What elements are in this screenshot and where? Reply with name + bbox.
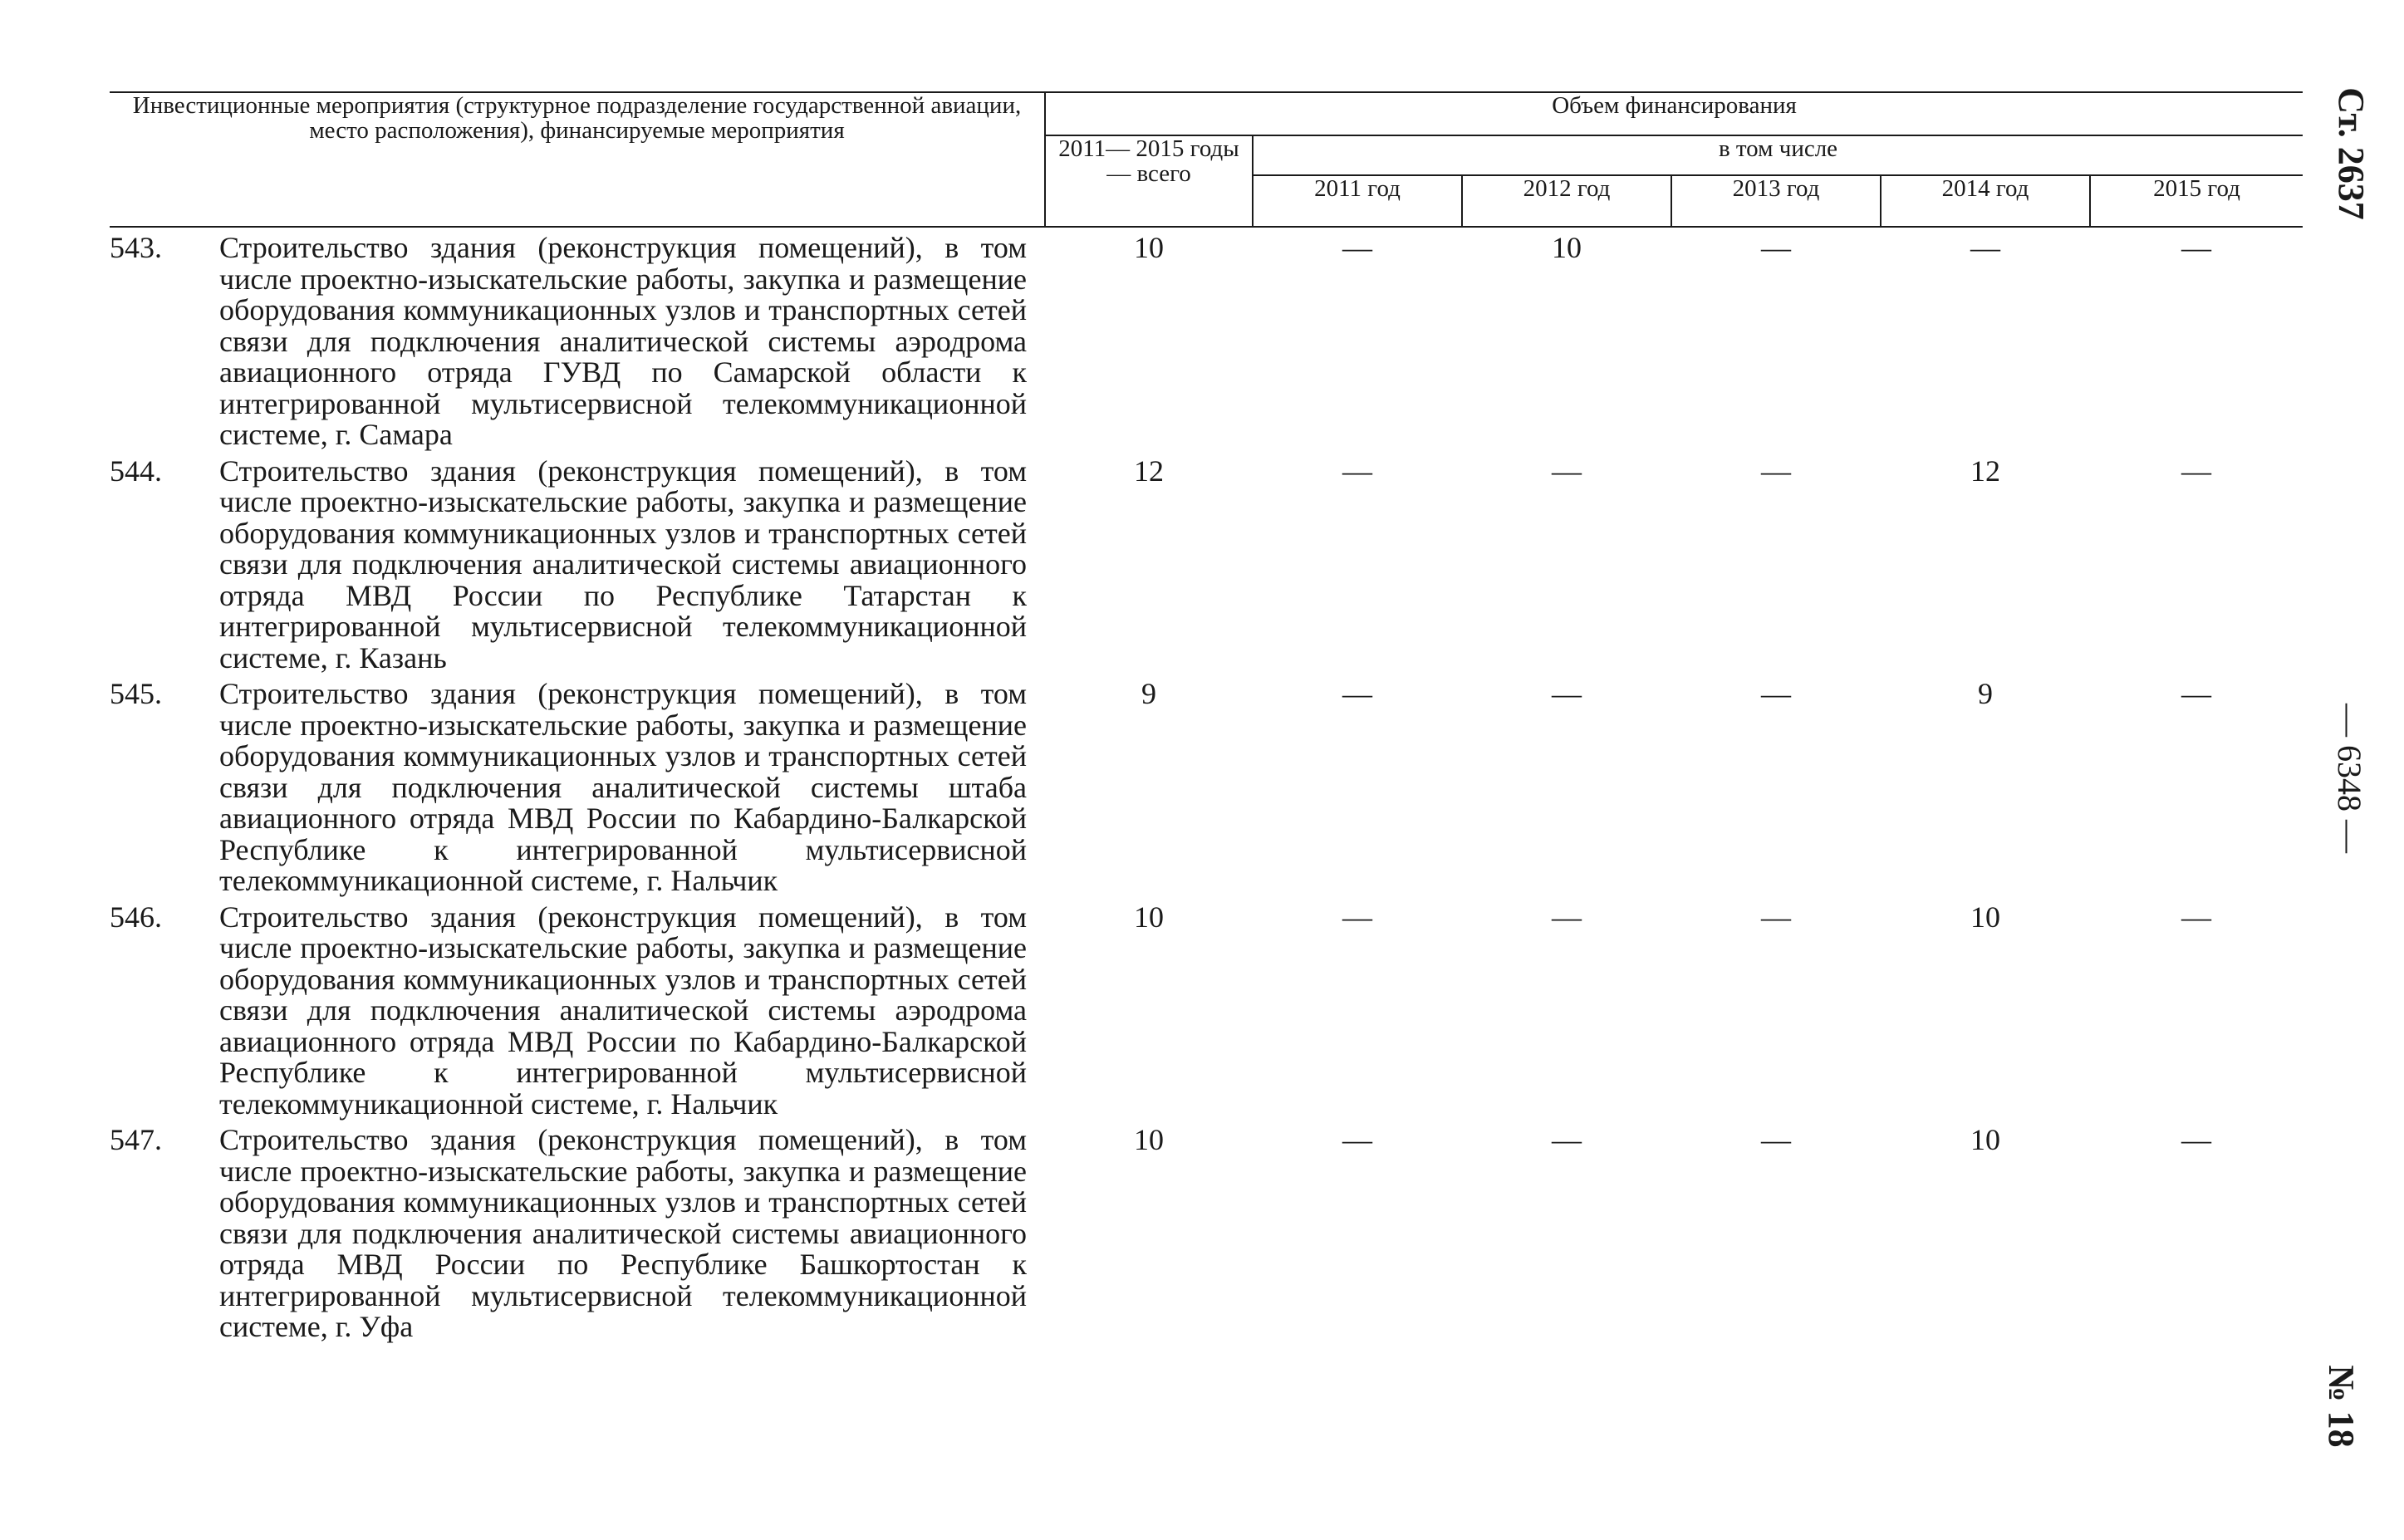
year-value-cell: — <box>1761 231 1791 264</box>
year-value-cell: — <box>1342 231 1372 264</box>
table-row <box>110 674 2303 897</box>
row-description-cell <box>110 227 1045 451</box>
year-2013-header: 2013 год <box>1671 175 1881 227</box>
year-value-cell: — <box>2181 454 2212 488</box>
table-row <box>110 227 2303 451</box>
year-value-cell: 10 <box>1552 231 1582 264</box>
including-header: в том числе <box>1253 135 2303 175</box>
year-2015-header: 2015 год <box>2090 175 2303 227</box>
year-value-cell: — <box>1761 677 1791 710</box>
row-number: 544. <box>110 454 162 488</box>
table-row <box>110 451 2303 674</box>
year-2011-header: 2011 год <box>1253 175 1462 227</box>
total-value-cell: 9 <box>1141 677 1156 710</box>
funding-volume-header: Объем финансирования <box>1045 92 2303 135</box>
issue-number: № 18 <box>2321 1365 2362 1448</box>
row-number: 545. <box>110 677 162 710</box>
year-value-cell: 9 <box>1978 677 1993 710</box>
total-value-cell: 12 <box>1134 454 1164 488</box>
row-description-cell <box>110 674 1045 897</box>
row-description: Строительство здания (реконструкция помещений), в том числе проектно-изыскательские работы, закупка и размещение оборудования коммуникационных узлов и транспортных сетей связи для подключения аналитической системы авиационного отряда МВД России по Республике Татарстан к интегрированной мультисервисной телекоммуникационной системе, г. Казань <box>219 454 1027 674</box>
year-value-cell: — <box>2181 900 2212 934</box>
row-number: 546. <box>110 900 162 934</box>
row-description: Строительство здания (реконструкция помещений), в том числе проектно-изыскательские работы, закупка и размещение оборудования коммуникационных узлов и транспортных сетей связи для подключения аналитической системы аэродрома авиационного отряда ГУВД по Самарской области к интегрированной мультисервисной телекоммуникационной системе, г. Самара <box>219 231 1027 451</box>
year-value-cell: — <box>1342 900 1372 934</box>
row-description: Строительство здания (реконструкция помещений), в том числе проектно-изыскательские работы, закупка и размещение оборудования коммуникационных узлов и транспортных сетей связи для подключения аналитической системы штаба авиационного отряда МВД России по Кабардино-Балкарской Республике к интегрированной мультисервисной телекоммуникационной системе, г. Нальчик <box>219 677 1027 897</box>
year-2012-header: 2012 год <box>1462 175 1671 227</box>
year-value-cell: — <box>1970 231 2000 264</box>
year-2014-header: 2014 год <box>1881 175 2090 227</box>
article-number: Ст. 2637 <box>2331 87 2372 220</box>
row-description: Строительство здания (реконструкция помещений), в том числе проектно-изыскательские работы, закупка и размещение оборудования коммуникационных узлов и транспортных сетей связи для подключения аналитической системы аэродрома авиационного отряда МВД России по Кабардино-Балкарской Республике к интегрированной мультисервисной телекоммуникационной системе, г. Нальчик <box>219 900 1027 1121</box>
year-value-cell: 10 <box>1970 900 2000 934</box>
year-value-cell: — <box>1342 454 1372 488</box>
year-value-cell: — <box>1552 900 1582 934</box>
table-row <box>110 897 2303 1121</box>
table-body <box>110 227 2303 1343</box>
total-column-header: 2011— 2015 годы — всего <box>1045 135 1253 227</box>
year-value-cell: — <box>2181 677 2212 710</box>
year-value-cell: — <box>1342 1123 1372 1156</box>
description-column-header: Инвестиционные мероприятия (структурное подразделение государственной авиации, место расположения), финансируемые мероприятия <box>110 92 1045 227</box>
year-value-cell: — <box>1552 677 1582 710</box>
year-value-cell: — <box>1761 454 1791 488</box>
total-value-cell: 10 <box>1134 900 1164 934</box>
total-value-cell: 10 <box>1134 231 1164 264</box>
row-description-cell <box>110 897 1045 1121</box>
table-row <box>110 1120 2303 1343</box>
row-number: 547. <box>110 1123 162 1156</box>
row-description: Строительство здания (реконструкция помещений), в том числе проектно-изыскательские работы, закупка и размещение оборудования коммуникационных узлов и транспортных сетей связи для подключения аналитической системы авиационного отряда МВД России по Республике Башкортостан к интегрированной мультисервисной телекоммуникационной системе, г. Уфа <box>219 1123 1027 1343</box>
year-value-cell: — <box>1761 1123 1791 1156</box>
row-description-cell <box>110 451 1045 674</box>
year-value-cell: 12 <box>1970 454 2000 488</box>
row-description-cell <box>110 1120 1045 1343</box>
year-value-cell: — <box>1342 677 1372 710</box>
year-value-cell: — <box>1761 900 1791 934</box>
year-value-cell: — <box>2181 231 2212 264</box>
year-value-cell: — <box>1552 1123 1582 1156</box>
row-number: 543. <box>110 231 162 264</box>
total-value-cell: 10 <box>1134 1123 1164 1156</box>
year-value-cell: — <box>1552 454 1582 488</box>
financing-table <box>110 91 2303 1343</box>
year-value-cell: — <box>2181 1123 2212 1156</box>
page-number: — 6348 — <box>2331 704 2368 853</box>
year-value-cell: 10 <box>1970 1123 2000 1156</box>
